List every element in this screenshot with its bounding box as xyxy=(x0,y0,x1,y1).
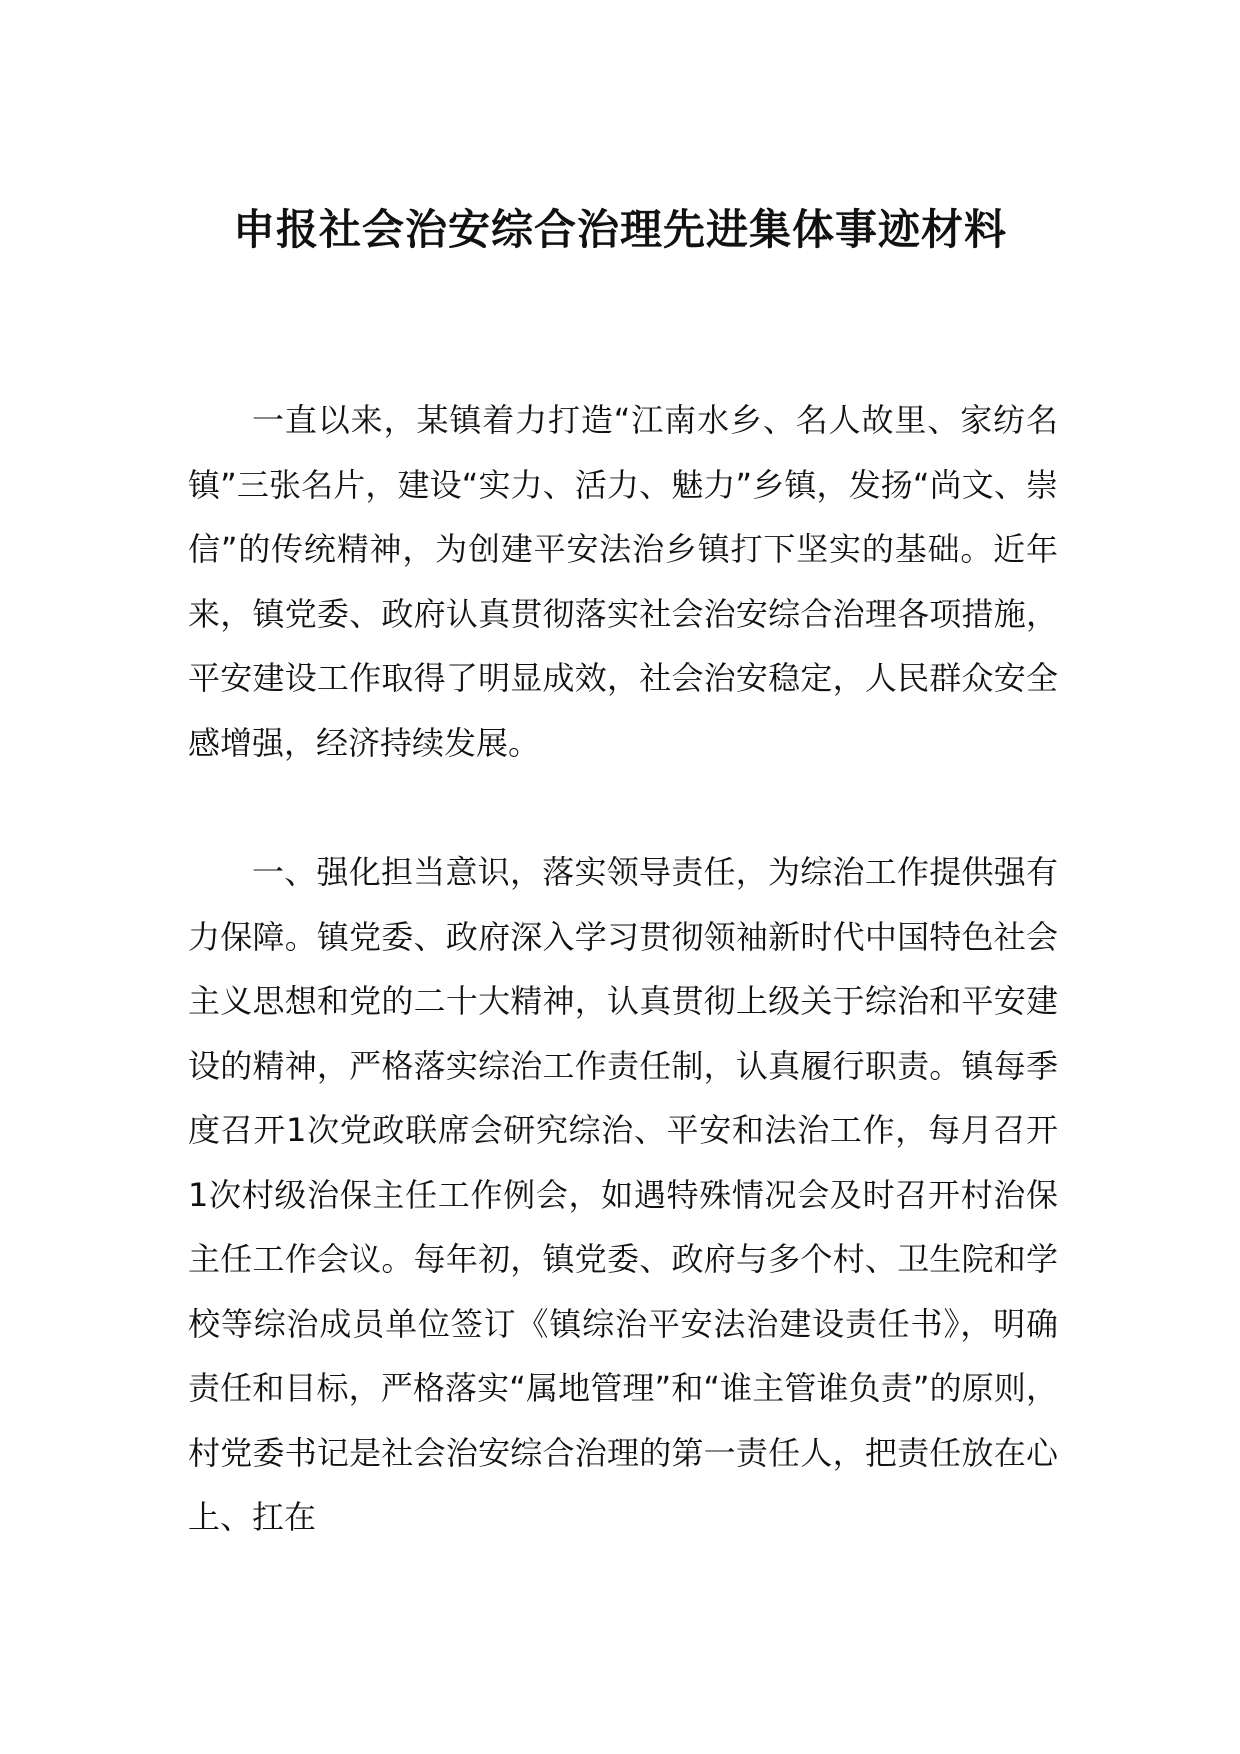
document-title: 申报社会治安综合治理先进集体事迹材料 xyxy=(232,205,1007,254)
paragraph-intro: 一直以来，某镇着力打造“江南水乡、名人故里、家纺名镇”三张名片，建设“实力、活力、魅力”乡镇，发扬“尚文、崇信”的传统精神，为创建平安法治乡镇打下坚实的基础。近年来，镇党委、政府认真贯彻落实社会治安综合治理各项措施，平安建设工作取得了明显成效，社会治安稳定，人民群众安全感增强，经济持续发展。 xyxy=(188,401,1058,762)
paragraph-section-one: 一、强化担当意识，落实领导责任，为综治工作提供强有力保障。镇党委、政府深入学习贯彻领袖新时代中国特色社会主义思想和党的二十大精神，认真贯彻上级关于综治和平安建设的精神，严格落实综治工作责任制，认真履行职责。镇每季度召开1次党政联席会研究综治、平安和法治工作，每月召开1次村级治保主任工作例会，如遇特殊情况会及时召开村治保主任工作会议。每年初，镇党委、政府与多个村、卫生院和学校等综治成员单位签订《镇综治平安法治建设责任书》，明确责任和目标，严格落实“属地管理”和“谁主管谁负责”的原则，村党委书记是社会治安综合治理的第一责任人，把责任放在心上、扛在 xyxy=(188,853,1058,1536)
